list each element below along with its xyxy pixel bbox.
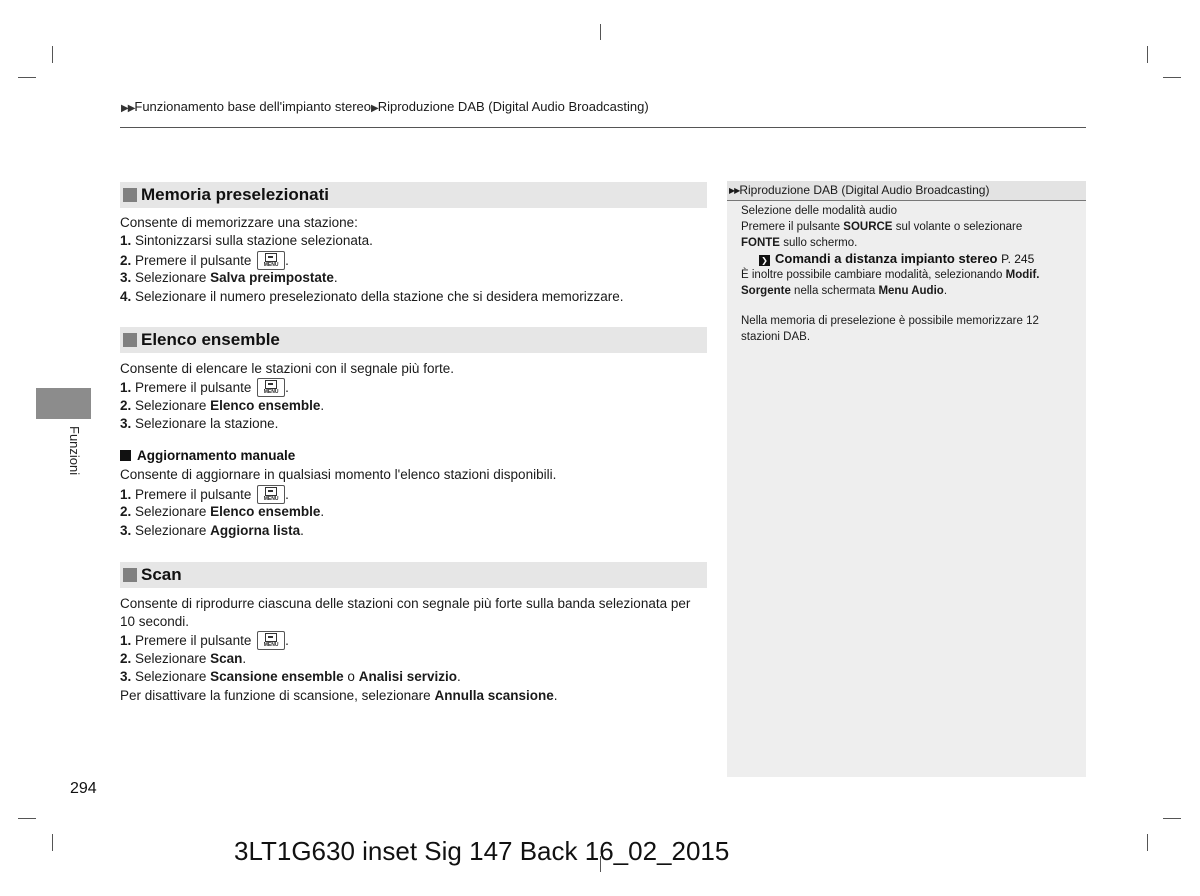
step: 1. Premere il pulsante MENU . [120, 380, 289, 395]
crop-mark [1147, 834, 1148, 851]
section-title: Scan [141, 565, 182, 584]
header-rule [120, 127, 1086, 128]
sidebar-note: stazioni DAB. [741, 331, 811, 343]
step: 3. Selezionare la stazione. [120, 416, 279, 431]
chapter-tab [36, 388, 91, 419]
crop-mark [18, 818, 36, 819]
step: 2. Selezionare Elenco ensemble. [120, 504, 325, 519]
section-intro: Consente di riprodurre ciascuna delle stazioni con segnale più forte sulla banda selezionata per [120, 596, 691, 611]
step: 1. Premere il pulsante MENU . [120, 487, 289, 502]
section-square-icon [123, 333, 137, 347]
step: 4. Selezionare il numero preselezionato della stazione che si desidera memorizzare. [120, 289, 624, 304]
sidebar-title: ▶▶Riproduzione DAB (Digital Audio Broadcasting) [729, 183, 990, 197]
step: 2. Premere il pulsante MENU . [120, 253, 289, 268]
section-intro: Consente di elencare le stazioni con il segnale più forte. [120, 361, 454, 376]
chapter-label: Funzioni [67, 426, 82, 476]
sidebar-text: FONTE sullo schermo. [741, 237, 858, 249]
crop-mark [52, 46, 53, 63]
sidebar-text: Sorgente nella schermata Menu Audio. [741, 285, 948, 297]
reference-arrow-icon: ❯ [759, 255, 770, 266]
crop-mark [18, 77, 36, 78]
section-intro: 10 secondi. [120, 614, 190, 629]
section-header-scan [120, 562, 707, 588]
breadcrumb-arrow-icon: ▶ [371, 103, 378, 114]
step: 3. Selezionare Aggiorna lista. [120, 523, 304, 538]
subsection-square-icon [120, 450, 131, 461]
step: 1. Sintonizzarsi sulla stazione selezionata. [120, 233, 373, 248]
section-note: Per disattivare la funzione di scansione, selezionare Annulla scansione. [120, 688, 558, 703]
print-code: 3LT1G630 inset Sig 147 Back 16_02_2015 [234, 836, 730, 866]
menu-button-icon: MENU [257, 251, 285, 270]
section-header-ensemble [120, 327, 707, 353]
section-header-memoria [120, 182, 707, 208]
sidebar-header [727, 181, 1086, 201]
sidebar-note: Nella memoria di preselezione è possibile memorizzare 12 [741, 315, 1039, 327]
breadcrumb [121, 99, 649, 114]
menu-button-icon: MENU [257, 378, 285, 397]
menu-button-icon: MENU [257, 631, 285, 650]
section-title: Memoria preselezionati [141, 185, 330, 204]
section-intro: Consente di memorizzare una stazione: [120, 215, 358, 230]
sidebar-text: Selezione delle modalità audio [741, 205, 897, 217]
crop-mark [600, 24, 601, 40]
section-square-icon [123, 568, 137, 582]
crop-mark [1147, 46, 1148, 63]
sidebar-panel [727, 181, 1086, 777]
sidebar-text: Premere il pulsante SOURCE sul volante o selezionare [741, 221, 1023, 233]
section-square-icon [123, 188, 137, 202]
subsection-title: Aggiornamento manuale [120, 448, 295, 463]
step: 3. Selezionare Scansione ensemble o Analisi servizio. [120, 669, 461, 684]
breadcrumb-arrow-icon: ▶▶ [121, 103, 135, 114]
step: 1. Premere il pulsante MENU . [120, 633, 289, 648]
section-intro: Consente di aggiornare in qualsiasi momento l'elenco stazioni disponibili. [120, 467, 557, 482]
section-title: Elenco ensemble [141, 330, 280, 349]
menu-button-icon: MENU [257, 485, 285, 504]
page-number: 294 [70, 780, 97, 797]
cross-reference-link[interactable]: ❯ Comandi a distanza impianto stereo P. 245 [759, 251, 1034, 266]
double-chevron-icon: ▶▶ [729, 186, 740, 195]
step: 2. Selezionare Elenco ensemble. [120, 398, 325, 413]
crop-mark [52, 834, 53, 851]
sidebar-text: È inoltre possibile cambiare modalità, selezionando Modif. [741, 269, 1040, 281]
breadcrumb-part: Funzionamento base dell'impianto stereo [134, 99, 372, 114]
breadcrumb-part: Riproduzione DAB (Digital Audio Broadcasting) [377, 99, 649, 114]
crop-mark [1163, 77, 1181, 78]
crop-mark [1163, 818, 1181, 819]
step: 3. Selezionare Salva preimpostate. [120, 270, 338, 285]
step: 2. Selezionare Scan. [120, 651, 247, 666]
